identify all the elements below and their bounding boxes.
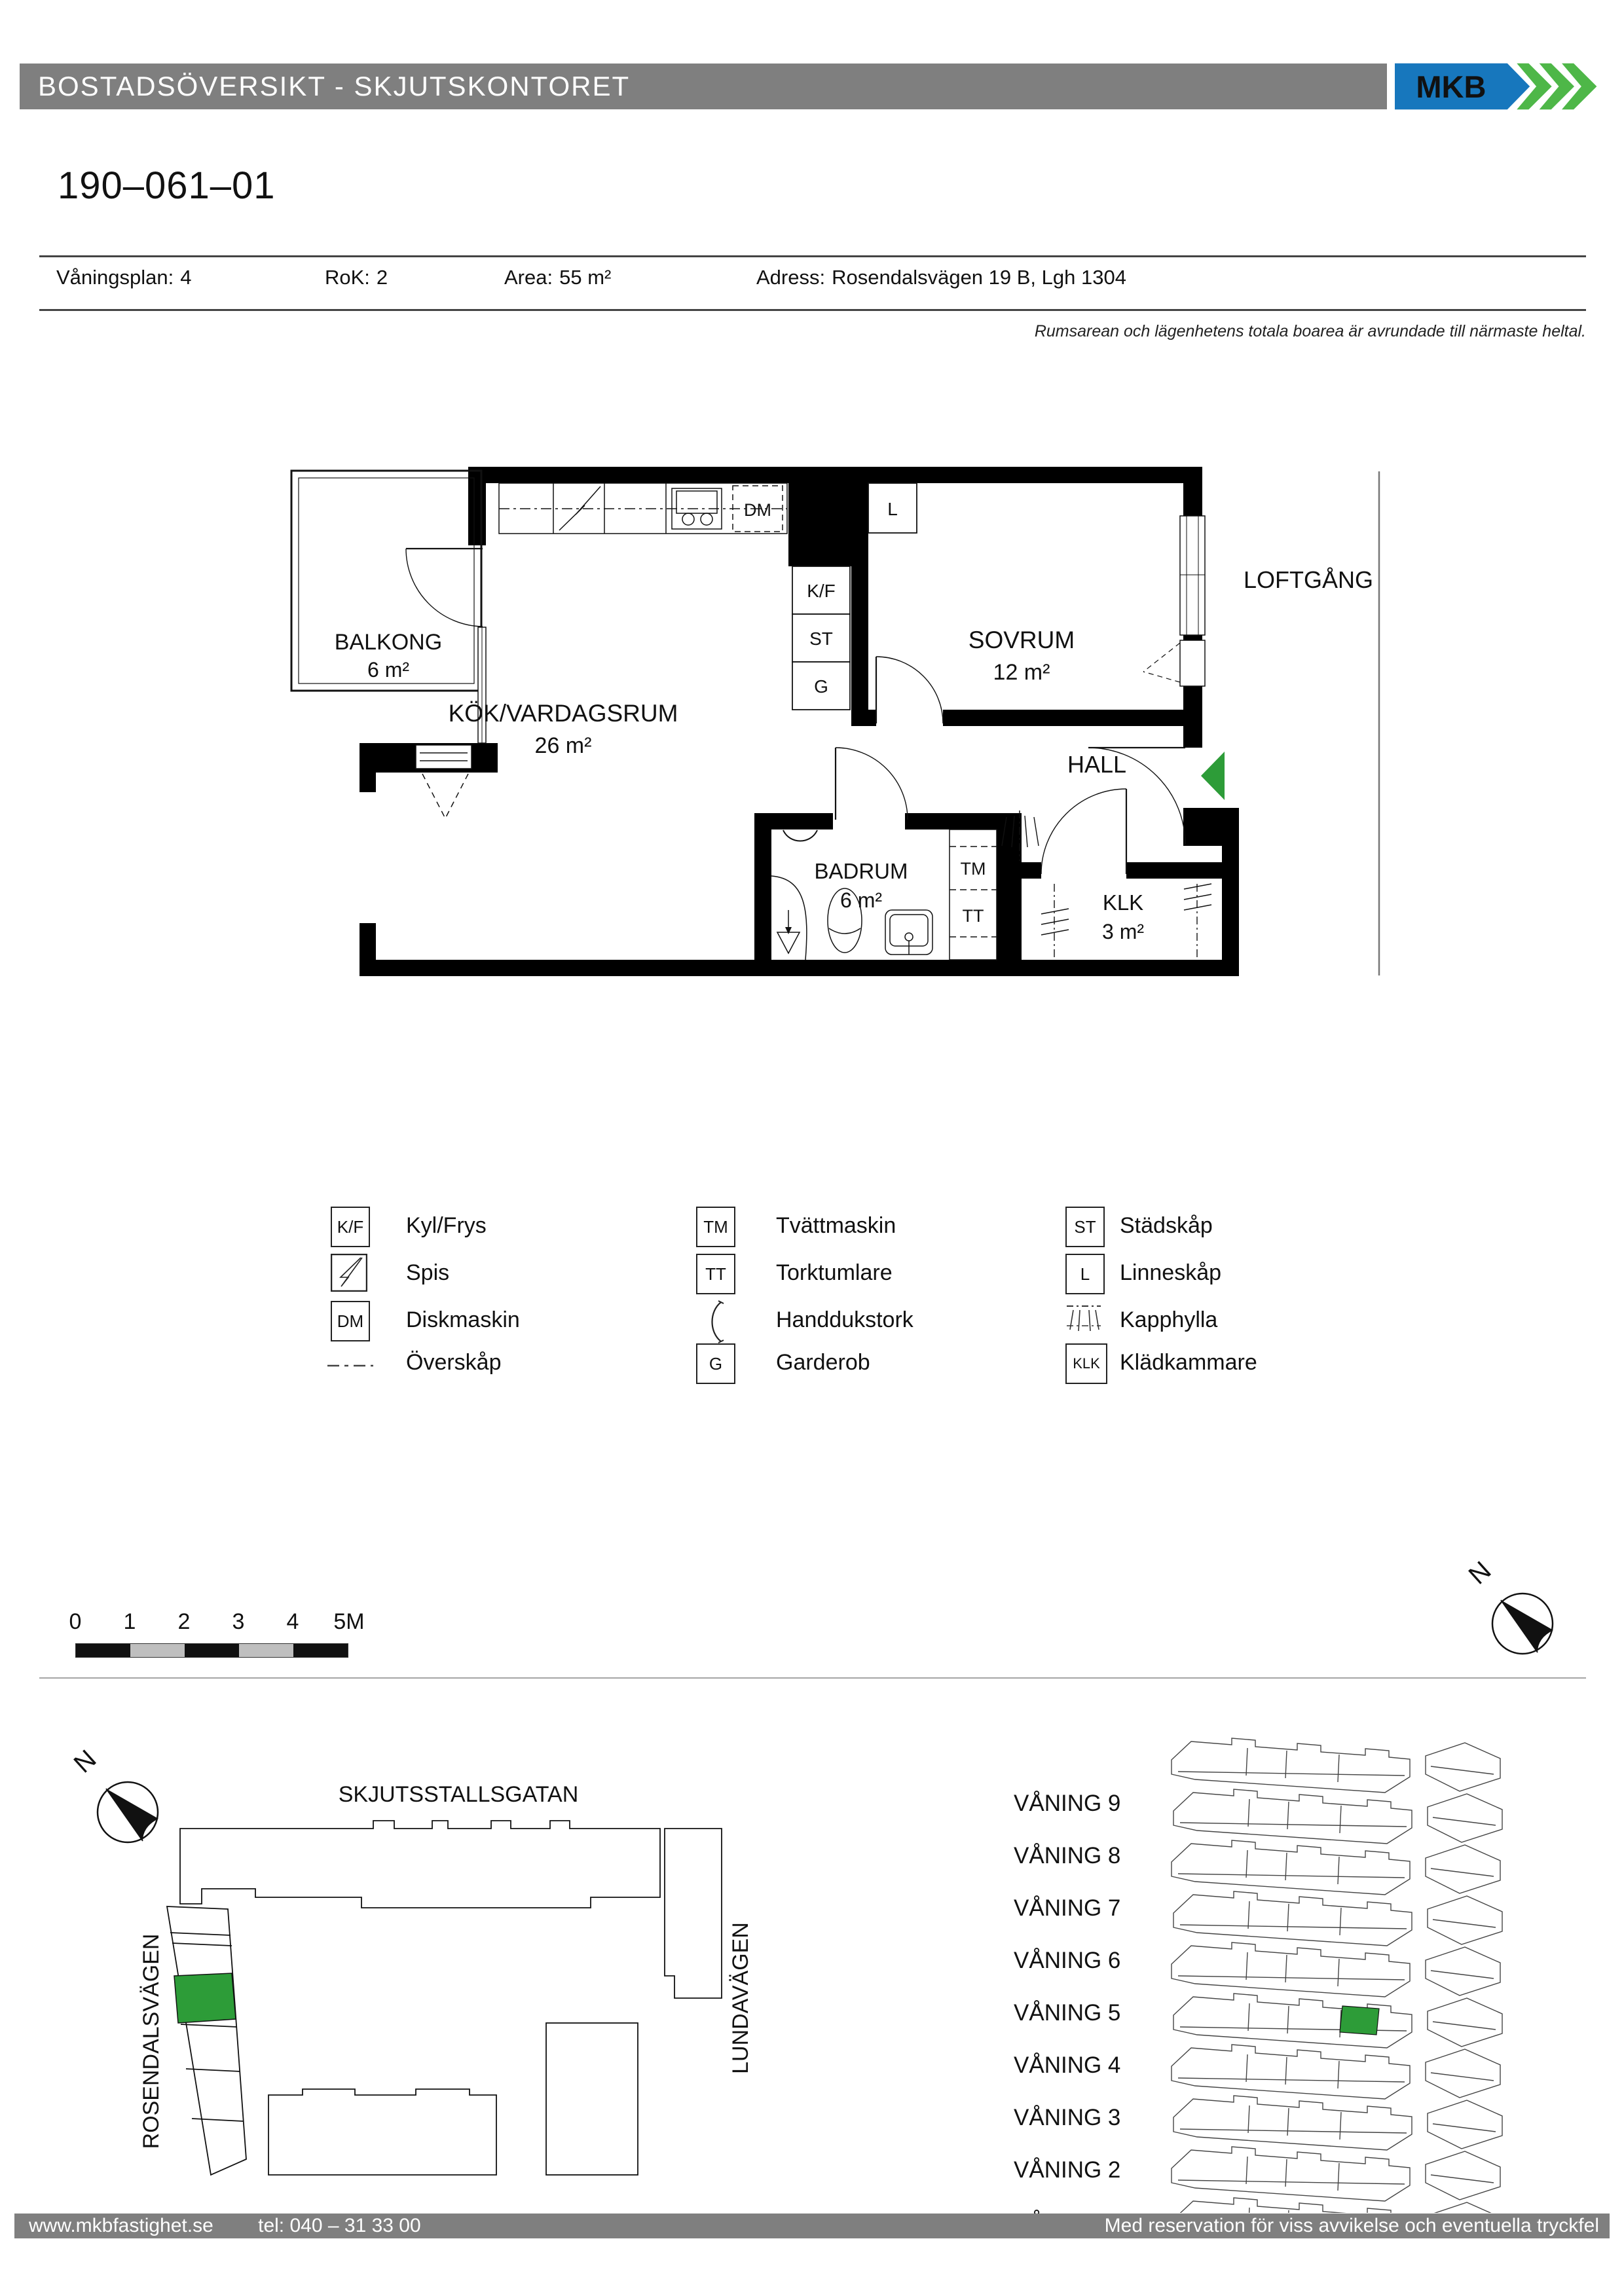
legend-label-garderob: Garderob [776,1350,870,1375]
svg-text:N: N [68,1744,102,1779]
legend-label-spis: Spis [406,1260,450,1285]
entrance-arrow [1201,752,1225,800]
floor-plate [1173,1994,1502,2048]
mkb-logo-text: MKB [1416,69,1486,105]
floor-plate [1172,2045,1500,2099]
apartment-id: 190–061–01 [58,164,276,207]
street-lundavagen: LUNDAVÄGEN [728,1922,753,2074]
info-adress-label: Adress: [756,266,826,289]
scale-2: 2 [177,1609,191,1634]
info-adress-value: Rosendalsvägen 19 B, Lgh 1304 [832,266,1126,289]
bathroom-door [836,748,908,820]
legend-label-diskmaskin: Diskmaskin [406,1307,520,1332]
room-balkong-area: 6 m² [367,658,409,682]
site-map-compass-icon [69,1745,158,1842]
legend-label-linneskap: Linneskåp [1120,1260,1222,1285]
floor-plan [282,452,1395,995]
room-balkong: BALKONG [334,630,443,655]
room-sovrum-area: 12 m² [993,660,1050,685]
marker-tm: TM [960,859,986,879]
scale-0: 0 [69,1609,82,1634]
info-rok-label: RoK: [325,266,370,289]
scale-bar [69,1609,377,1662]
klk-door [1041,789,1126,874]
floor-label-9: VÅNING 9 [1014,1791,1121,1816]
footer-phone: tel: 040 – 31 33 00 [258,2215,421,2236]
balcony-door [406,549,483,627]
marker-l: L [887,499,898,519]
marker-dm: DM [744,500,771,520]
svg-text:N: N [1463,1556,1497,1590]
footer-website: www.mkbfastighet.se [29,2215,213,2236]
mkb-logo [1395,62,1599,111]
info-vaningsplan-label: Våningsplan: [56,266,174,289]
street-skjutsstallsgatan: SKJUTSSTALLSGATAN [338,1782,579,1807]
floor-label-7: VÅNING 7 [1014,1895,1121,1921]
room-kok: KÖK/VARDAGSRUM [448,700,678,727]
floor-list [1014,1791,1171,2249]
legend-icon-tm: TM [696,1207,735,1247]
info-adress [756,266,1126,289]
footer-disclaimer: Med reservation för viss avvikelse och eventuella tryckfel [1104,2215,1599,2236]
scale-bar-segments [75,1643,348,1658]
site-buildings [167,1821,722,2175]
floor-stack [1169,1735,1509,2213]
room-badrum: BADRUM [814,859,908,883]
scale-3: 3 [232,1609,245,1634]
info-area [504,266,611,289]
legend-icon-l: L [1065,1254,1105,1294]
floor-plate [1173,2198,1502,2213]
info-area-value: 55 m² [559,266,612,289]
legend-icon-st: ST [1065,1207,1105,1247]
floor-label-6: VÅNING 6 [1014,1948,1121,1973]
north-compass-icon [1447,1552,1578,1669]
info-rok [325,266,388,289]
label-loftgang: LOFTGÅNG [1243,566,1374,593]
scale-4: 4 [286,1609,299,1634]
floor-label-2: VÅNING 2 [1014,2157,1121,2183]
room-kok-area: 26 m² [534,733,592,758]
footer-bar [14,2214,1610,2238]
legend-label-kladkammare: Klädkammare [1120,1350,1257,1375]
room-klk-area: 3 m² [1102,920,1144,943]
floor-plate [1172,1738,1500,1793]
bedroom-door [876,657,943,723]
info-vaningsplan [56,266,192,289]
room-badrum-area: 6 m² [840,888,882,912]
bedroom-window [1143,516,1205,686]
floor-label-4: VÅNING 4 [1014,2052,1121,2078]
rounding-note: Rumsarean och lägenhetens totala boarea är avrundade till närmaste heltal. [1034,322,1586,340]
marker-g: G [814,676,828,697]
room-sovrum: SOVRUM [968,627,1075,653]
legend-icon-g: G [696,1343,735,1384]
legend-label-stadskap: Städskåp [1120,1213,1213,1238]
scale-5m: 5M [333,1609,365,1634]
marker-st: ST [809,629,833,649]
floor-plate [1173,1891,1502,1946]
legend-icon-kf: K/F [331,1207,367,1245]
legend-label-handdukstork: Handdukstork [776,1307,913,1332]
legend-icon-tt: TT [696,1254,735,1294]
legend-label-overskap: Överskåp [406,1350,502,1375]
washbasin-icon [885,910,932,955]
balcony-step [416,745,471,818]
floor-plate [1173,2096,1502,2150]
legend-icon-spis [331,1254,367,1292]
floor-label-8: VÅNING 8 [1014,1843,1121,1868]
legend-icon-klk: KLK [1065,1343,1107,1384]
marker-kf: K/F [807,581,836,601]
divider-map [39,1677,1586,1679]
floor-plate [1173,1789,1502,1844]
scale-1: 1 [123,1609,136,1634]
floor-plate [1172,1840,1500,1895]
site-map-unit-highlight [174,1973,236,2023]
legend-label-kylfrys: Kyl/Frys [406,1213,487,1238]
legend-label-kapphylla: Kapphylla [1120,1307,1218,1332]
floor-plate [1172,1942,1500,1997]
laundry-column [950,829,997,960]
floor-stack-unit-highlight [1340,2006,1379,2035]
header-bar [20,64,1387,109]
page-title: BOSTADSÖVERSIKT - SKJUTSKONTORET [38,71,631,101]
info-rok-value: 2 [376,266,388,289]
marker-tt: TT [962,906,984,926]
street-rosendalsvagen: ROSENDALSVÄGEN [139,1933,164,2149]
floor-label-5: VÅNING 5 [1014,2000,1121,2026]
site-map [59,1702,779,2232]
info-area-label: Area: [504,266,553,289]
legend-icon-kapphylla [1065,1301,1102,1339]
room-klk: KLK [1102,890,1144,915]
shower-icon [771,876,807,960]
legend-icon-handdukstork [704,1300,728,1344]
legend-label-tvattmaskin: Tvättmaskin [776,1213,896,1238]
divider-info [39,309,1586,311]
legend-icon-dm: DM [331,1301,370,1341]
floor-plate [1172,2147,1500,2201]
legend-icon-overskap [327,1362,373,1370]
towel-rail-icon [783,830,817,841]
floor-label-3: VÅNING 3 [1014,2105,1121,2130]
room-hall: HALL [1067,751,1127,778]
legend-label-torktumlare: Torktumlare [776,1260,893,1285]
info-vaningsplan-value: 4 [180,266,192,289]
divider-top [39,255,1586,257]
